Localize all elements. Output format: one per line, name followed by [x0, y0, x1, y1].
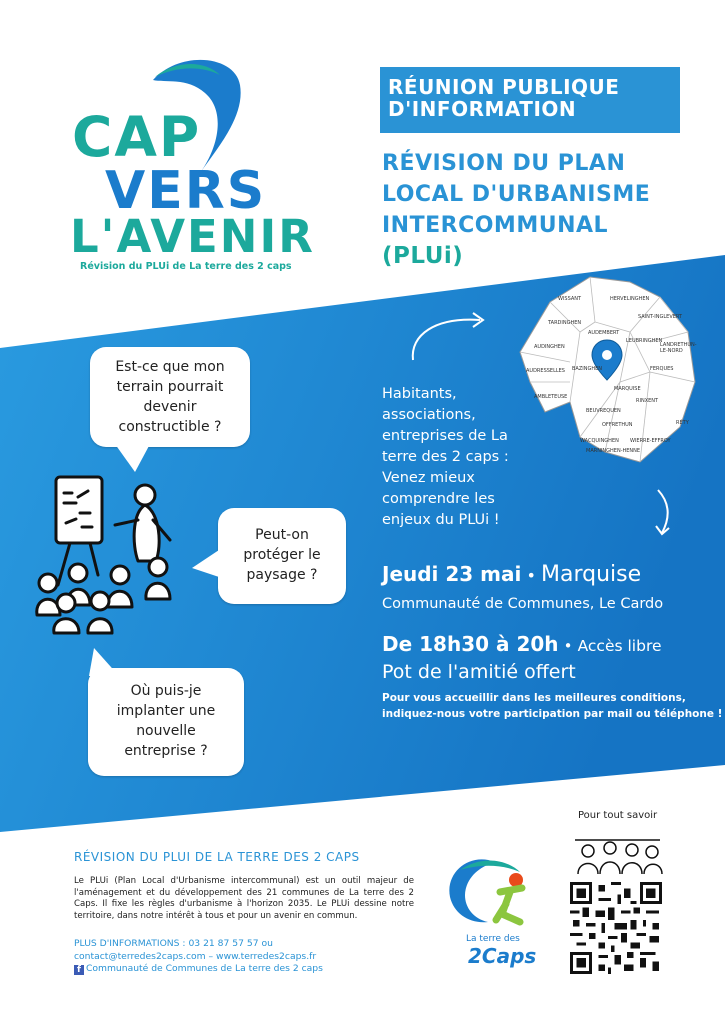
reunion-line1: RÉUNION PUBLIQUE — [388, 75, 620, 99]
down-arrow-icon — [650, 488, 680, 538]
bubble-text: Peut-on — [255, 527, 309, 543]
invitation-line: Habitants, — [382, 386, 457, 402]
logo-cap: CAP — [72, 105, 202, 169]
map-label: WIERRE-EFFROY — [630, 438, 671, 444]
map-label: HERVELINGHEN — [610, 296, 650, 302]
map-label: AMBLETEUSE — [534, 394, 568, 400]
map-label: LANDRETHUN-LE-NORD — [660, 342, 697, 354]
invitation-line: terre des 2 caps : — [382, 449, 509, 465]
speech-bubble-paysage — [218, 508, 346, 604]
bubble-tail-icon — [192, 548, 222, 588]
revision-title — [382, 148, 650, 272]
footer-contact — [74, 938, 323, 976]
bubble-text: Où puis-je — [130, 683, 202, 699]
qr-label: Pour tout savoir — [578, 810, 658, 821]
invitation-line: entreprises de La — [382, 428, 508, 444]
map-label: BEUVREQUEN — [586, 408, 621, 414]
title-line1: RÉVISION DU PLAN — [382, 151, 626, 176]
bubble-text: implanter une — [116, 703, 216, 719]
title-plui: (PLUi) — [382, 243, 464, 269]
curved-arrow-icon — [405, 305, 495, 365]
qr-code-icon[interactable] — [570, 882, 662, 974]
map-label: BAZINGHEN — [572, 366, 603, 372]
reunion-banner — [380, 67, 680, 133]
invitation-line: associations, — [382, 407, 476, 423]
bubble-text: Est-ce que mon — [115, 359, 225, 375]
event-date: Jeudi 23 mai — [382, 562, 522, 586]
event-pot: Pot de l'amitié offert — [382, 661, 576, 683]
map-label: SAINT-INGLEVERT — [638, 314, 683, 320]
logo-vers: VERS — [105, 161, 267, 221]
map-label: RÉTY — [676, 420, 689, 426]
event-notice — [382, 690, 722, 722]
map-label: TARDINGHEN — [548, 320, 582, 326]
title-line2: LOCAL D'URBANISME — [382, 182, 651, 207]
event-hours: De 18h30 à 20h — [382, 632, 559, 656]
bubble-tail-icon — [84, 648, 124, 678]
facebook-link[interactable] — [74, 963, 323, 976]
terre-des-2-caps-logo-icon — [440, 852, 540, 937]
map-label: MARQUISE — [614, 386, 641, 392]
event-notice-line: Pour vous accueillir dans les meilleures conditions, — [382, 692, 686, 704]
contact-phone: PLUS D'INFORMATIONS : 03 21 87 57 57 ou — [74, 938, 273, 949]
map-label: AUDEMBERT — [588, 330, 620, 336]
brand-small: La terre des — [466, 934, 520, 944]
logo-avenir: L'AVENIR — [70, 210, 315, 263]
event-place: Marquise — [541, 562, 642, 587]
bubble-text: terrain pourrait — [116, 379, 224, 395]
invitation-text — [382, 384, 509, 531]
territory-map — [510, 262, 700, 472]
map-label: WISSANT — [558, 296, 582, 302]
bubble-text: paysage ? — [246, 567, 318, 583]
logo-subtitle: Révision du PLUi de La terre des 2 caps — [80, 261, 292, 272]
bubble-text: protéger le — [243, 547, 321, 563]
meeting-illustration-icon — [20, 465, 195, 640]
speech-bubble-constructible — [90, 347, 250, 447]
footer-title: RÉVISION DU PLUI DE LA TERRE DES 2 CAPS — [74, 850, 360, 864]
map-label: OFFRETHUN — [602, 422, 633, 428]
bubble-text: devenir — [143, 399, 197, 415]
facebook-label: Communauté de Communes de La terre des 2 caps — [86, 963, 323, 974]
title-line3: INTERCOMMUNAL — [382, 213, 609, 238]
event-venue: Communauté de Communes, Le Cardo — [382, 596, 664, 612]
contact-web[interactable]: contact@terredes2caps.com – www.terredes2caps.fr — [74, 950, 317, 962]
facebook-icon: f — [74, 965, 84, 975]
event-separator: • — [526, 566, 536, 585]
invitation-line: enjeux du PLUi ! — [382, 512, 500, 528]
footer-body: Le PLUi (Plan Local d'Urbanisme intercommunal) est un outil majeur de l'aménagement et du développement des 21 communes de La terre des 2 Caps. Il fixe les règles d'urbanisme à l'horizon 2035. Le PLUi dessine notre territoire, dans notre intérêt à tous et pour un avenir en commun. — [74, 876, 414, 921]
event-access: Accès libre — [577, 637, 662, 655]
invitation-line: Venez mieux — [382, 470, 475, 486]
brand-big: 2Caps — [468, 944, 537, 968]
reunion-line2: D'INFORMATION — [388, 97, 577, 121]
map-label: FERQUES — [650, 366, 674, 372]
map-label: MARNINGHEN-HENNE — [586, 448, 641, 454]
map-label: RINXENT — [636, 398, 659, 404]
event-notice-line: indiquez-nous votre participation par mail ou téléphone ! — [382, 708, 723, 720]
bubble-text: constructible ? — [118, 419, 222, 435]
event-date-line — [382, 562, 641, 587]
map-label: AUDINGHEN — [534, 344, 565, 350]
bubble-text: entreprise ? — [124, 743, 208, 759]
map-label: LEUBRINGHEN — [626, 338, 663, 344]
bubble-text: nouvelle — [136, 723, 196, 739]
map-label: AUDRESSELLES — [526, 368, 565, 374]
people-sketch-icon — [570, 826, 665, 878]
speech-bubble-entreprise — [88, 668, 244, 776]
event-hours-line — [382, 632, 662, 656]
event-separator: • — [563, 637, 573, 655]
map-label: WACQUINGHEN — [580, 438, 619, 444]
invitation-line: comprendre les — [382, 491, 495, 507]
